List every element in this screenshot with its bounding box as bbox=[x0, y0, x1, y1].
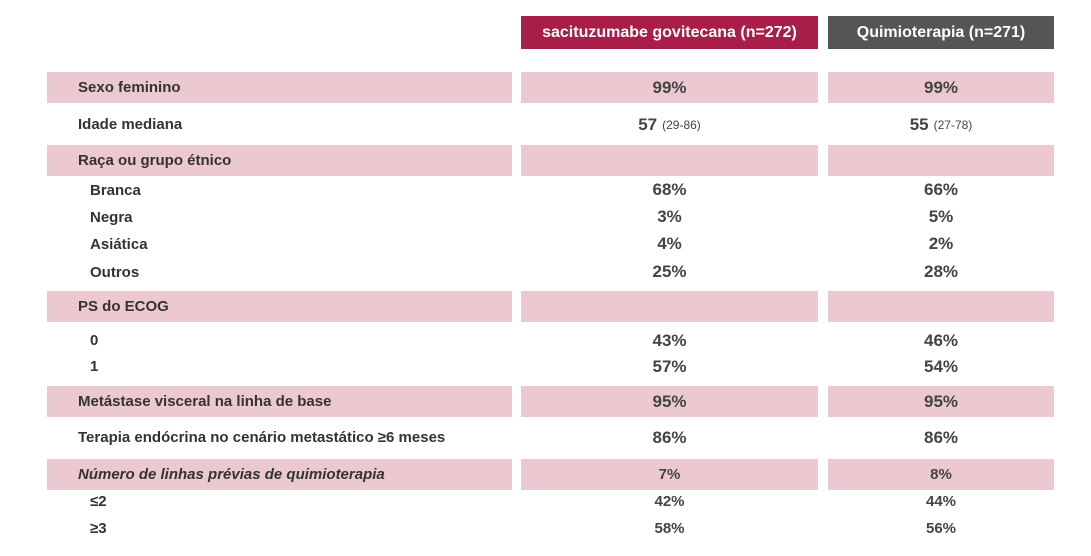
table-row bbox=[0, 204, 1091, 230]
value-b: 95% bbox=[923, 391, 959, 411]
value-a bbox=[521, 109, 818, 140]
row-label: Branca bbox=[90, 181, 141, 199]
row-label: Número de linhas prévias de quimioterapia bbox=[78, 466, 385, 483]
value-b: 2% bbox=[928, 234, 954, 253]
row-label: Idade mediana bbox=[78, 116, 183, 133]
value-a: 99% bbox=[652, 77, 687, 97]
row-label: Outros bbox=[90, 263, 140, 281]
value-a: 57% bbox=[652, 356, 687, 376]
value-b-bg bbox=[828, 145, 1054, 176]
value-b: 44% bbox=[925, 492, 957, 510]
value-a: 86% bbox=[652, 427, 687, 447]
value-b: 99% bbox=[923, 77, 959, 97]
median-value: 57 bbox=[638, 114, 658, 134]
value-b bbox=[828, 109, 1054, 140]
range-value: (27-78) bbox=[933, 117, 973, 132]
value-b: 56% bbox=[925, 519, 957, 537]
column-header-chemotherapy: Quimioterapia (n=271) bbox=[828, 16, 1054, 49]
table-row bbox=[0, 386, 1091, 417]
table-row bbox=[0, 516, 1091, 540]
row-label: ≥3 bbox=[90, 519, 107, 537]
table-row bbox=[0, 109, 1091, 140]
row-label: Asiática bbox=[90, 235, 148, 253]
value-a: 43% bbox=[652, 330, 687, 350]
value-a-bg bbox=[521, 145, 818, 176]
range-value: (29-86) bbox=[662, 117, 701, 132]
row-label: Terapia endócrina no cenário metastático ≥6 meses bbox=[78, 429, 446, 446]
table-row bbox=[0, 145, 1091, 176]
table-row bbox=[0, 231, 1091, 257]
row-label: Raça ou grupo étnico bbox=[78, 152, 232, 169]
median-value: 55 bbox=[909, 114, 929, 134]
table-row bbox=[0, 422, 1091, 453]
row-label: PS do ECOG bbox=[78, 298, 169, 315]
value-b: 66% bbox=[923, 180, 959, 199]
row-label: Metástase visceral na linha de base bbox=[78, 393, 332, 410]
value-a: 4% bbox=[657, 234, 682, 253]
table-row bbox=[0, 177, 1091, 203]
row-label: 1 bbox=[90, 358, 99, 375]
row-label: Negra bbox=[90, 208, 133, 226]
table-row bbox=[0, 327, 1091, 354]
value-b: 86% bbox=[923, 427, 959, 447]
row-label: ≤2 bbox=[90, 492, 107, 510]
value-a: 95% bbox=[652, 391, 687, 411]
value-a: 7% bbox=[658, 466, 681, 483]
value-a: 68% bbox=[652, 180, 687, 199]
table-row bbox=[0, 353, 1091, 380]
column-header-sacituzumab: sacituzumabe govitecana (n=272) bbox=[521, 16, 818, 49]
value-a: 25% bbox=[652, 262, 687, 281]
table-row bbox=[0, 489, 1091, 513]
value-a-bg bbox=[521, 291, 818, 322]
table-row bbox=[0, 258, 1091, 286]
row-label: Sexo feminino bbox=[78, 79, 181, 96]
row-label: 0 bbox=[90, 332, 99, 349]
table-row bbox=[0, 459, 1091, 490]
value-a: 3% bbox=[657, 207, 682, 226]
value-b: 5% bbox=[928, 207, 954, 226]
value-b: 46% bbox=[923, 330, 959, 350]
value-b: 8% bbox=[930, 466, 952, 483]
value-b: 54% bbox=[923, 356, 959, 376]
value-a: 58% bbox=[654, 519, 685, 537]
table-row bbox=[0, 291, 1091, 322]
value-b: 28% bbox=[923, 262, 959, 281]
table-row bbox=[0, 72, 1091, 103]
value-a: 42% bbox=[654, 492, 685, 510]
value-b-bg bbox=[828, 291, 1054, 322]
